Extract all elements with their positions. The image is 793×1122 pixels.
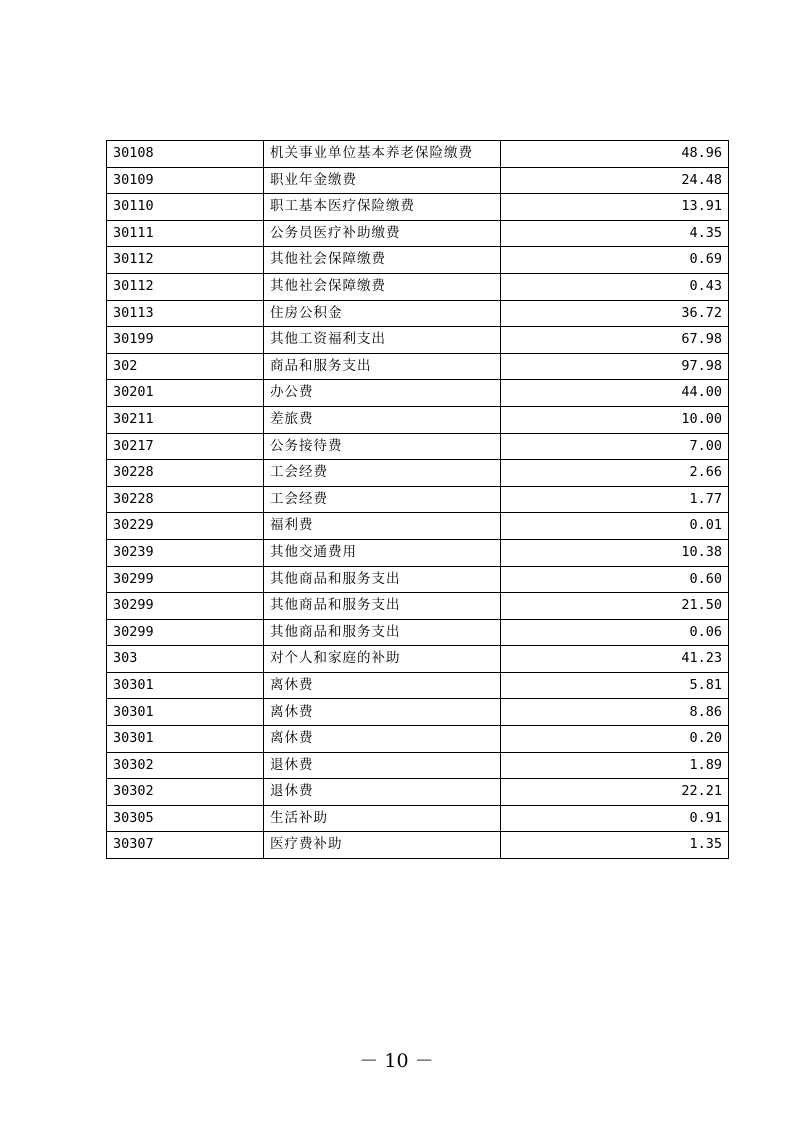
item-code-cell: 30302 xyxy=(107,779,264,806)
item-name-cell: 生活补助 xyxy=(264,805,501,832)
item-name-cell: 医疗费补助 xyxy=(264,832,501,859)
amount-cell: 22.21 xyxy=(501,779,729,806)
item-name-cell: 公务员医疗补助缴费 xyxy=(264,220,501,247)
table-row xyxy=(107,566,729,593)
item-name-cell: 退休费 xyxy=(264,779,501,806)
amount-cell: 10.00 xyxy=(501,406,729,433)
item-name-cell: 其他交通费用 xyxy=(264,539,501,566)
amount-cell: 1.89 xyxy=(501,752,729,779)
table-row xyxy=(107,273,729,300)
item-name-cell: 差旅费 xyxy=(264,406,501,433)
table-row xyxy=(107,779,729,806)
table-row xyxy=(107,194,729,221)
item-name-cell: 办公费 xyxy=(264,380,501,407)
table-row xyxy=(107,460,729,487)
expenditure-table xyxy=(106,140,729,859)
item-code-cell: 30112 xyxy=(107,273,264,300)
item-name-cell: 机关事业单位基本养老保险缴费 xyxy=(264,141,501,168)
amount-cell: 36.72 xyxy=(501,300,729,327)
table-row xyxy=(107,247,729,274)
amount-cell: 0.06 xyxy=(501,619,729,646)
item-name-cell: 职工基本医疗保险缴费 xyxy=(264,194,501,221)
amount-cell: 4.35 xyxy=(501,220,729,247)
item-code-cell: 302 xyxy=(107,353,264,380)
item-code-cell: 30301 xyxy=(107,726,264,753)
item-code-cell: 30228 xyxy=(107,486,264,513)
table-row xyxy=(107,353,729,380)
amount-cell: 7.00 xyxy=(501,433,729,460)
item-name-cell: 工会经费 xyxy=(264,460,501,487)
item-name-cell: 工会经费 xyxy=(264,486,501,513)
item-code-cell: 30301 xyxy=(107,699,264,726)
table-row xyxy=(107,486,729,513)
amount-cell: 2.66 xyxy=(501,460,729,487)
table-row xyxy=(107,513,729,540)
item-name-cell: 其他社会保障缴费 xyxy=(264,247,501,274)
table-row xyxy=(107,832,729,859)
item-code-cell: 30302 xyxy=(107,752,264,779)
amount-cell: 48.96 xyxy=(501,141,729,168)
item-code-cell: 30113 xyxy=(107,300,264,327)
item-code-cell: 30307 xyxy=(107,832,264,859)
item-code-cell: 30228 xyxy=(107,460,264,487)
table-row xyxy=(107,726,729,753)
item-name-cell: 职业年金缴费 xyxy=(264,167,501,194)
item-code-cell: 30199 xyxy=(107,327,264,354)
item-code-cell: 30299 xyxy=(107,566,264,593)
item-name-cell: 其他商品和服务支出 xyxy=(264,593,501,620)
amount-cell: 8.86 xyxy=(501,699,729,726)
table-row xyxy=(107,752,729,779)
amount-cell: 67.98 xyxy=(501,327,729,354)
item-name-cell: 其他社会保障缴费 xyxy=(264,273,501,300)
item-name-cell: 退休费 xyxy=(264,752,501,779)
table-row xyxy=(107,406,729,433)
item-name-cell: 离休费 xyxy=(264,726,501,753)
table-row xyxy=(107,699,729,726)
table-row xyxy=(107,672,729,699)
amount-cell: 21.50 xyxy=(501,593,729,620)
item-name-cell: 对个人和家庭的补助 xyxy=(264,646,501,673)
item-name-cell: 福利费 xyxy=(264,513,501,540)
item-code-cell: 30229 xyxy=(107,513,264,540)
amount-cell: 97.98 xyxy=(501,353,729,380)
item-code-cell: 30201 xyxy=(107,380,264,407)
expenditure-table-body xyxy=(107,141,729,859)
amount-cell: 44.00 xyxy=(501,380,729,407)
table-row xyxy=(107,805,729,832)
item-name-cell: 公务接待费 xyxy=(264,433,501,460)
item-code-cell: 30109 xyxy=(107,167,264,194)
amount-cell: 0.60 xyxy=(501,566,729,593)
table-row xyxy=(107,220,729,247)
amount-cell: 1.35 xyxy=(501,832,729,859)
table-row xyxy=(107,619,729,646)
item-code-cell: 30305 xyxy=(107,805,264,832)
table-row xyxy=(107,539,729,566)
amount-cell: 41.23 xyxy=(501,646,729,673)
item-code-cell: 30299 xyxy=(107,593,264,620)
item-name-cell: 其他工资福利支出 xyxy=(264,327,501,354)
table-row xyxy=(107,380,729,407)
amount-cell: 0.01 xyxy=(501,513,729,540)
item-code-cell: 30108 xyxy=(107,141,264,168)
item-code-cell: 30301 xyxy=(107,672,264,699)
table-row xyxy=(107,327,729,354)
amount-cell: 0.43 xyxy=(501,273,729,300)
item-code-cell: 30111 xyxy=(107,220,264,247)
item-name-cell: 离休费 xyxy=(264,672,501,699)
amount-cell: 5.81 xyxy=(501,672,729,699)
table-row xyxy=(107,141,729,168)
page-number: － 10 － xyxy=(359,1050,434,1072)
item-name-cell: 其他商品和服务支出 xyxy=(264,619,501,646)
item-code-cell: 30217 xyxy=(107,433,264,460)
amount-cell: 1.77 xyxy=(501,486,729,513)
amount-cell: 24.48 xyxy=(501,167,729,194)
item-name-cell: 商品和服务支出 xyxy=(264,353,501,380)
item-name-cell: 住房公积金 xyxy=(264,300,501,327)
amount-cell: 13.91 xyxy=(501,194,729,221)
item-code-cell: 303 xyxy=(107,646,264,673)
item-code-cell: 30239 xyxy=(107,539,264,566)
item-code-cell: 30299 xyxy=(107,619,264,646)
amount-cell: 0.20 xyxy=(501,726,729,753)
amount-cell: 10.38 xyxy=(501,539,729,566)
item-name-cell: 其他商品和服务支出 xyxy=(264,566,501,593)
table-row xyxy=(107,300,729,327)
table-row xyxy=(107,433,729,460)
amount-cell: 0.91 xyxy=(501,805,729,832)
table-row xyxy=(107,167,729,194)
table-row xyxy=(107,646,729,673)
table-row xyxy=(107,593,729,620)
item-code-cell: 30211 xyxy=(107,406,264,433)
item-code-cell: 30112 xyxy=(107,247,264,274)
amount-cell: 0.69 xyxy=(501,247,729,274)
item-name-cell: 离休费 xyxy=(264,699,501,726)
item-code-cell: 30110 xyxy=(107,194,264,221)
